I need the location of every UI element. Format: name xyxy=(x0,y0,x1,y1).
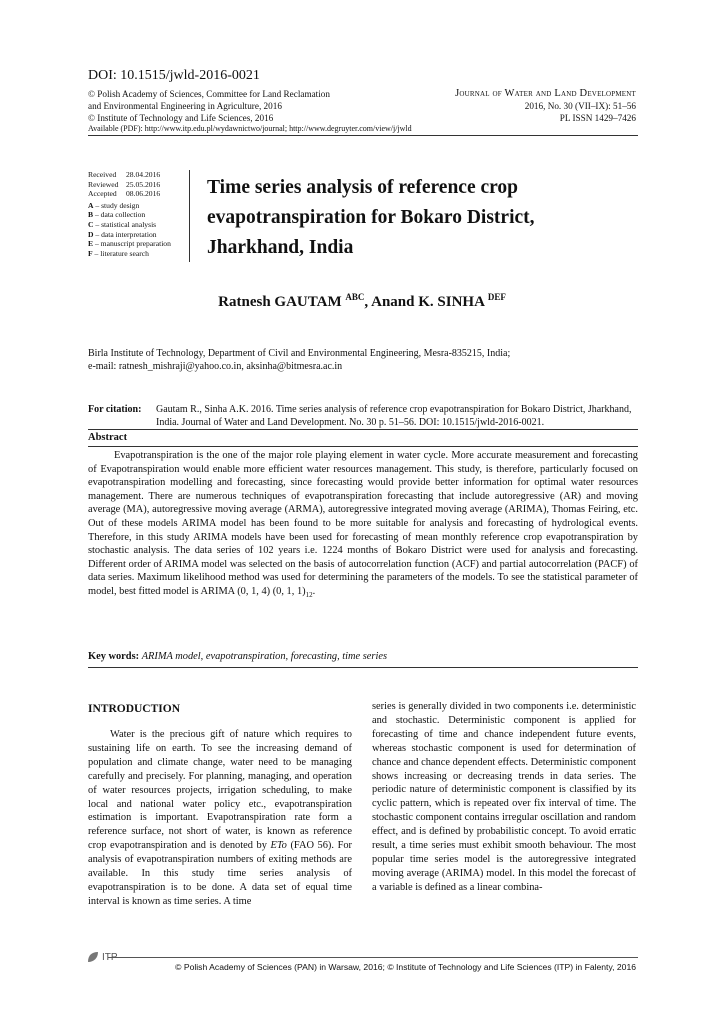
affiliation: Birla Institute of Technology, Department of Civil and Environmental Engineering, Mesra-835215, India; e-mail: ratnesh_mishraji@yahoo.co.in, aksinha@bitmesra.ac.in xyxy=(88,348,511,372)
meta-divider xyxy=(189,170,190,262)
leaf-icon xyxy=(86,950,100,964)
copyright-line: © Polish Academy of Sciences, Committee for Land Reclamation xyxy=(88,89,330,99)
copyright-line: © Institute of Technology and Life Sciences, 2016 xyxy=(88,113,274,123)
abstract-heading: Abstract xyxy=(88,432,128,443)
copyright-line: and Environmental Engineering in Agriculture, 2016 xyxy=(88,101,282,111)
contribution-item: F – literature search xyxy=(88,248,149,258)
citation-block xyxy=(88,403,638,429)
citation-text: Gautam R., Sinha A.K. 2016. Time series analysis of reference crop evapotranspiration for Bokaro District, Jharkhand, India. Journal of Water and Land Development. No. 30 p. 51–56. DOI: 10.1515/jwld-2016-0021. xyxy=(156,404,632,428)
section-heading-introduction: INTRODUCTION xyxy=(88,703,181,715)
journal-name: Journal of Water and Land Development xyxy=(455,88,636,99)
keywords-text: ARIMA model, evapotranspiration, forecasting, time series xyxy=(141,651,388,662)
contribution-item: C – statistical analysis xyxy=(88,219,157,229)
citation-divider xyxy=(88,429,638,430)
header-divider xyxy=(88,135,638,136)
keywords xyxy=(88,651,638,662)
contribution-item: B – data collection xyxy=(88,210,146,220)
author-contribution: DEF xyxy=(487,292,506,302)
author-name: Anand K. SINHA xyxy=(371,294,485,310)
footer-text: © Polish Academy of Sciences (PAN) in Warsaw, 2016; © Institute of Technology and Life Sciences (ITP) in Falenty, 2016 xyxy=(175,962,636,972)
footer-divider xyxy=(108,957,638,958)
journal-issn: PL ISSN 1429–7426 xyxy=(559,113,636,123)
copyright-block xyxy=(88,88,330,124)
abstract-text: Evapotranspiration is the one of the major role playing element in water cycle. More accurate measurement and forecasting of Evapotranspiration would enable more efficient water resources management. This study, is therefore, particularly focused on evapotranspiration modelling and forecasting, since forecasting would provide better information for optimal water resources management. There are numerous techniques of evapotranspiration forecasting that include autoregressive (AR) and moving average (MA), autoregressive moving average (ARMA), autoregressive integrated moving average (ARIMA), Thomas Feiring, etc. Out of these models ARIMA model has been found to be more suitable for analysis and forecasting of hydrological events. Therefore, in this study ARIMA models have been used for forecasting of mean monthly reference crop evapotranspiration by stochastic analysis. The data series of 102 years i.e. 1224 months of Bokaro District were used for analysis and forecasting. Different order of ARIMA model was selected on the basis of autocorrelation function (ACF) and partial autocorrelation (PACF) of data series. Maximum likelihood method was used for determining the parameters of the models. To see the statistical parameter of model, best fitted model is ARIMA (0, 1, 4) (0, 1, $1)_{12}$. xyxy=(88,450,638,600)
date-reviewed: Reviewed 25.05.2016 xyxy=(88,179,161,189)
contribution-item: A – study design xyxy=(88,200,140,210)
itp-logo: ITP xyxy=(86,950,118,964)
author-contribution: ABC xyxy=(345,292,365,302)
article-title: Time series analysis of reference crop evapotranspiration for Bokaro District, Jharkhand, India xyxy=(207,177,535,258)
contribution-item: E – manuscript preparation xyxy=(88,239,171,249)
date-accepted: Accepted 08.06.2016 xyxy=(88,189,161,199)
author-list: Ratnesh GAUTAM $^{ABC}$, Anand K. SINHA $^{DEF}$ xyxy=(218,292,506,310)
author-name: Ratnesh GAUTAM xyxy=(218,294,342,310)
intro-column-left: Water is the precious gift of nature which requires to sustaining life on earth. To see the increasing demand of population and climate change, water need to be managing carefully and precisely. For planning, managing, and operation of water resources projects, irrigation scheduling, to make local and national water policy etc., evapotranspiration estimation is important. Evapotranspiration rate form a reference surface, not short of water, is known as reference crop evapotranspiration and is denoted by ETo (FAO 56). For analysis of evapotranspiration numbers of exiting methods are available. In this study time series analysis of evapotranspiration is to be done. A data set of equal time interval is known as time series. A time xyxy=(88,729,352,907)
abstract-divider xyxy=(88,446,638,447)
article-meta xyxy=(88,170,188,258)
intro-column-right: series is generally divided in two components i.e. deterministic and stochastic. Deterministic component is applied for forecasting of time and chance independent future events, whereas stochastic component is used for determination of chance and chance dependent effects. Deterministic component shows increasing or decreasing trends in data series. The periodic nature of deterministic component is classified by its cyclic pattern, which is repeated over fix interval of time. The stochastic component contains irregular oscillation and random effect, and is defined by probabilistic concept. To avoid erratic result, a time series must exhibit smooth behaviour. The most popular time series model is the autoregressive integrated moving average (ARIMA) model. In this model the forecast of a variable is defined as a linear combina- xyxy=(372,701,636,893)
doi-line: DOI: 10.1515/jwld-2016-0021 xyxy=(88,68,260,83)
availability-line: Available (PDF): http://www.itp.edu.pl/wydawnictwo/journal; http://www.degruyter.com/view/j/jwld xyxy=(88,124,412,133)
contribution-item: D – data interpretation xyxy=(88,229,157,239)
keywords-divider xyxy=(88,667,638,668)
journal-block xyxy=(455,88,636,124)
citation-label: For citation: xyxy=(88,404,142,415)
date-received: Received 28.04.2016 xyxy=(88,170,161,179)
journal-issue: 2016, No. 30 (VII–IX): 51–56 xyxy=(524,101,636,111)
keywords-label: Key words: xyxy=(88,651,140,662)
